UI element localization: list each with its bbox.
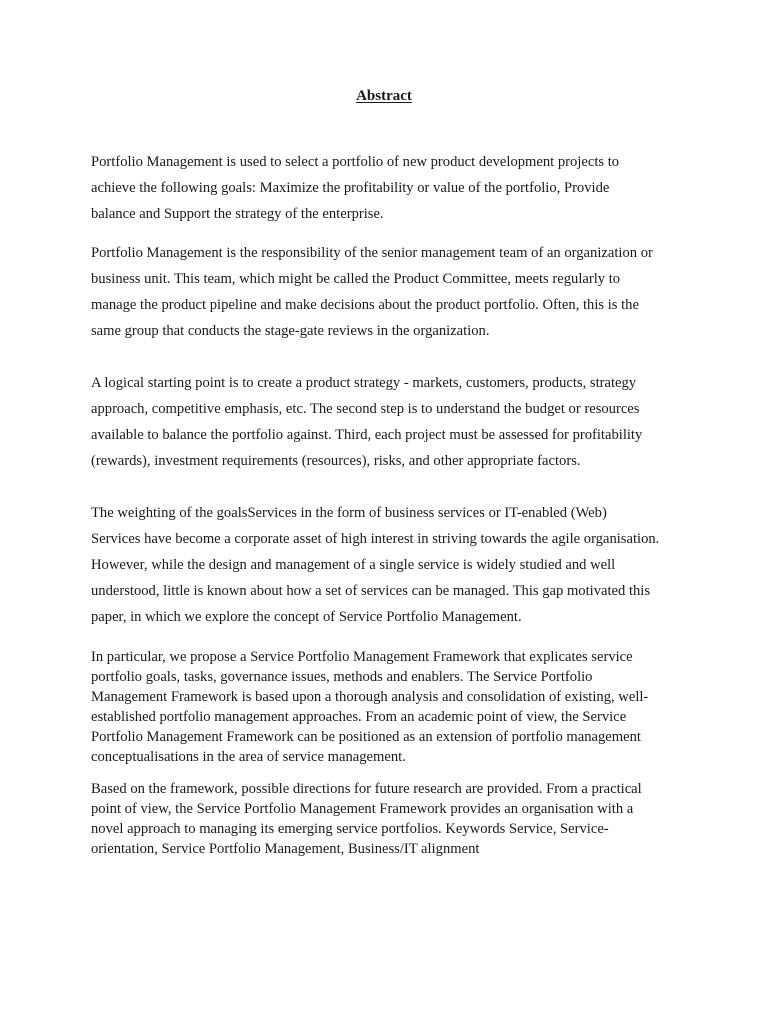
text-line: established portfolio management approaches. From an academic point of view, the Service: [91, 709, 627, 725]
text-line: Management Framework is based upon a thorough analysis and consolidation of existing, well-: [91, 689, 649, 705]
text-line: However, while the design and management of a single service is widely studied and well: [91, 557, 616, 573]
paragraph-strategy: [91, 370, 691, 474]
text-line: The weighting of the goalsServices in the form of business services or IT-enabled (Web): [91, 505, 607, 521]
text-line: understood, little is known about how a set of services can be managed. This gap motivated this: [91, 583, 651, 599]
text-line: conceptualisations in the area of service management.: [91, 749, 406, 765]
text-line: Services have become a corporate asset of high interest in striving towards the agile organisation.: [91, 531, 660, 547]
text-line: (rewards), investment requirements (resources), risks, and other appropriate factors.: [91, 453, 581, 469]
paragraph-framework: [91, 647, 691, 767]
text-line: manage the product pipeline and make decisions about the product portfolio. Often, this is the: [91, 297, 639, 313]
paragraph-responsibility: [91, 240, 691, 344]
text-line: Based on the framework, possible directions for future research are provided. From a practical: [91, 781, 642, 797]
abstract-heading: Abstract: [356, 88, 412, 104]
text-line: available to balance the portfolio against. Third, each project must be assessed for profitability: [91, 427, 643, 443]
paragraph-future-research: [91, 779, 691, 859]
text-line: Portfolio Management is used to select a portfolio of new product development projects to: [91, 154, 620, 170]
text-line: balance and Support the strategy of the enterprise.: [91, 206, 384, 222]
text-line: paper, in which we explore the concept of Service Portfolio Management.: [91, 609, 522, 625]
text-line: novel approach to managing its emerging service portfolios. Keywords Service, Service-: [91, 821, 609, 837]
text-line: point of view, the Service Portfolio Management Framework provides an organisation with a: [91, 801, 634, 817]
paragraph-goals: [91, 149, 691, 227]
text-line: orientation, Service Portfolio Management, Business/IT alignment: [91, 841, 480, 857]
text-line: achieve the following goals: Maximize the profitability or value of the portfolio, Provide: [91, 180, 610, 196]
text-line: A logical starting point is to create a product strategy - markets, customers, products, strategy: [91, 375, 637, 391]
text-line: Portfolio Management is the responsibility of the senior management team of an organization or: [91, 245, 653, 261]
text-line: In particular, we propose a Service Portfolio Management Framework that explicates service: [91, 649, 633, 665]
paragraph-services: [91, 500, 691, 630]
text-line: same group that conducts the stage-gate reviews in the organization.: [91, 323, 490, 339]
text-line: Portfolio Management Framework can be positioned as an extension of portfolio management: [91, 729, 641, 745]
text-line: portfolio goals, tasks, governance issues, methods and enablers. The Service Portfolio: [91, 669, 593, 685]
text-line: business unit. This team, which might be called the Product Committee, meets regularly to: [91, 271, 621, 287]
text-line: approach, competitive emphasis, etc. The second step is to understand the budget or resources: [91, 401, 640, 417]
